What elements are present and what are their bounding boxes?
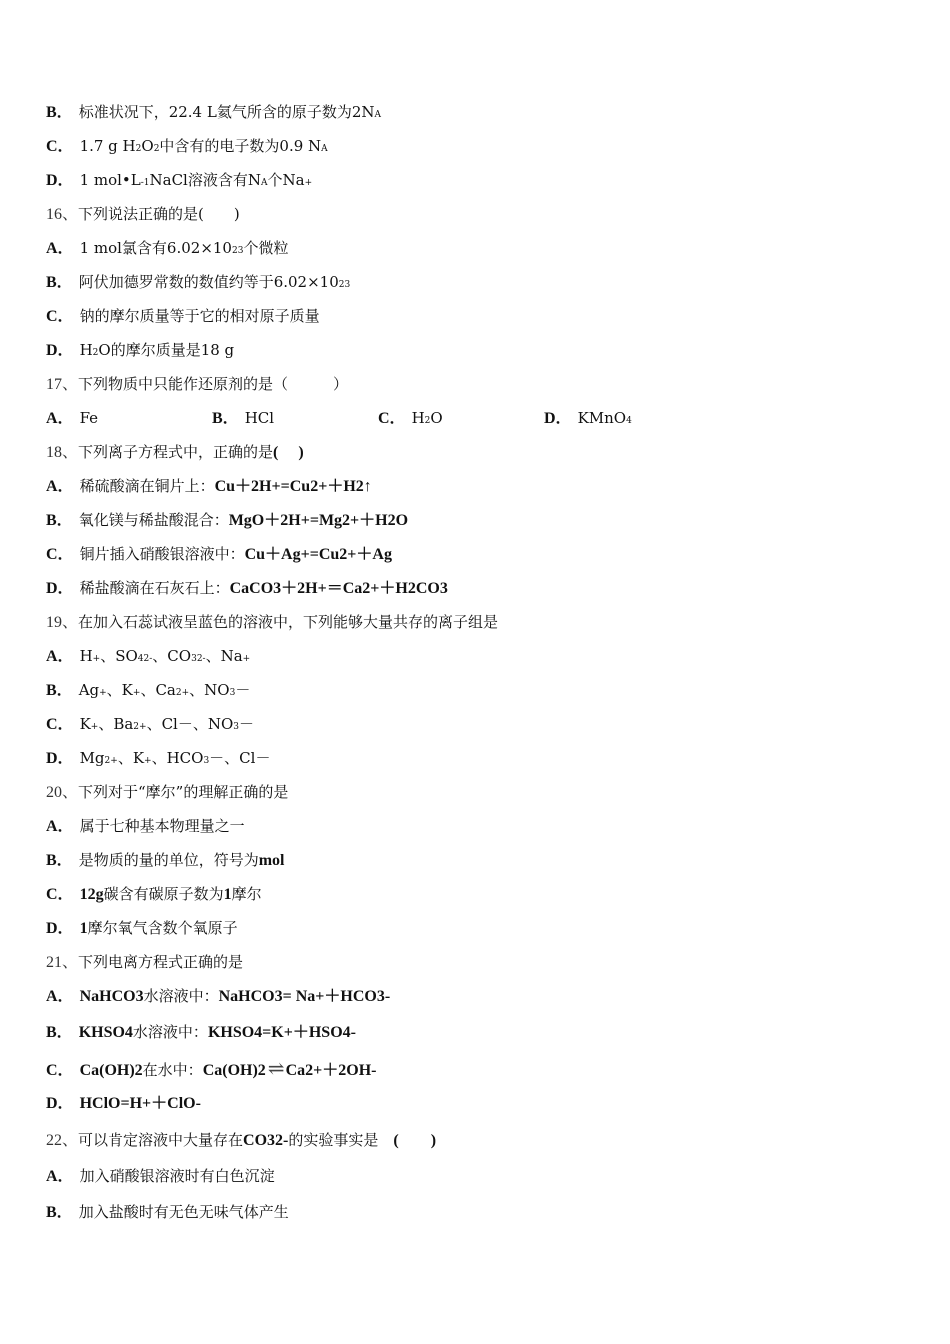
text-segment: CO bbox=[243, 1132, 268, 1149]
text-segment: KMnO bbox=[577, 409, 627, 427]
text-segment: 标准状况下，22.4 L氦气所含的原子数为2N bbox=[78, 103, 375, 121]
answer-option: C． Ca(OH) 2 在水中： Ca(OH) 2 ⇌ Ca 2+ ＋2OH - bbox=[46, 1056, 377, 1080]
text-segment: 1.7 g H bbox=[79, 137, 136, 155]
text-segment: ( ) bbox=[393, 1132, 437, 1149]
answer-option bbox=[212, 407, 378, 430]
answer-option: A． H + 、SO 4 2- 、CO 3 2- 、Na + bbox=[46, 645, 910, 679]
text-segment: mol bbox=[258, 852, 285, 869]
text-segment: Fe bbox=[79, 409, 99, 427]
answer-option: D． Mg 2+ 、K + 、HCO 3 －、Cl－ bbox=[46, 747, 910, 781]
text-segment: NaCl溶液含有N bbox=[149, 171, 261, 189]
text-segment: ↑ bbox=[363, 478, 372, 495]
text-segment: 、Cl－、NO bbox=[146, 715, 234, 733]
text-segment: 摩尔氧气含数个氧原子 bbox=[87, 919, 238, 937]
answer-option bbox=[46, 917, 910, 951]
text-segment: 个Na bbox=[267, 171, 305, 189]
answer-option: D． KMnO 4 bbox=[544, 407, 710, 430]
answer-option: D． 稀盐酸滴在石灰石上： CaCO 3 ＋2H + ＝Ca 2+ ＋H 2 CO 3 bbox=[46, 577, 910, 611]
text-segment: O bbox=[395, 512, 409, 529]
text-segment: = Na bbox=[282, 988, 316, 1005]
text-segment: =Mg bbox=[309, 512, 343, 529]
answer-option bbox=[46, 1165, 910, 1201]
text-segment: 的实验事实是 bbox=[288, 1131, 394, 1149]
text-segment: 稀盐酸滴在石灰石上： bbox=[79, 579, 230, 597]
option-label: A． bbox=[46, 410, 74, 427]
text-segment: 阿伏加德罗常数的数值约等于6.02×10 bbox=[78, 273, 339, 291]
option-label: D． bbox=[46, 1095, 74, 1112]
text-segment: HCl bbox=[244, 409, 275, 427]
text-segment: 碳含有碳原子数为 bbox=[103, 885, 224, 903]
answer-option bbox=[46, 815, 910, 849]
option-row bbox=[46, 407, 910, 441]
text-segment: ＋2OH bbox=[322, 1062, 372, 1079]
text-segment: O bbox=[430, 409, 443, 427]
question-stem bbox=[46, 951, 910, 985]
answer-option: B． KHSO 4 水溶液中： KHSO 4 =K + ＋HSO 4 - bbox=[46, 1021, 910, 1057]
text-segment: 下列离子方程式中，正确的是 bbox=[78, 443, 274, 461]
text-segment: 是物质的量的单位，符号为 bbox=[78, 851, 259, 869]
text-segment: H bbox=[411, 409, 425, 427]
text-segment: HClO=H bbox=[79, 1095, 143, 1112]
text-segment: 个微粒 bbox=[243, 239, 289, 257]
answer-option: B． Ag + 、K + 、Ca 2+ 、NO 3 － bbox=[46, 679, 910, 713]
answer-option bbox=[46, 883, 910, 917]
text-segment: Ca(OH) bbox=[202, 1062, 258, 1079]
text-segment: MgO＋2H bbox=[228, 512, 301, 529]
text-segment: 12g bbox=[79, 886, 104, 903]
question-number: 18、 bbox=[46, 444, 79, 461]
text-segment: ＋H bbox=[359, 512, 388, 529]
text-segment: 1 bbox=[79, 920, 88, 937]
text-segment: ＋H bbox=[379, 580, 408, 597]
answer-option: A． 稀硫酸滴在铜片上： Cu＋2H + =Cu 2+ ＋H 2 ↑ bbox=[46, 475, 910, 509]
option-label: C． bbox=[46, 546, 74, 563]
question-stem bbox=[46, 441, 910, 475]
text-segment: 1 mol•L bbox=[79, 171, 141, 189]
option-label: A． bbox=[46, 988, 74, 1005]
question-number: 17、 bbox=[46, 376, 79, 393]
text-segment: NaHCO bbox=[79, 988, 136, 1005]
text-segment: H bbox=[79, 341, 93, 359]
answer-option bbox=[46, 849, 910, 883]
option-label: D． bbox=[46, 750, 74, 767]
text-segment: 铜片插入硝酸银溶液中： bbox=[79, 545, 245, 563]
option-label: B． bbox=[46, 1024, 73, 1041]
text-segment: Ca bbox=[285, 1062, 306, 1079]
question-stem bbox=[46, 781, 910, 815]
question-stem: 22、 可以肯定溶液中大量存在 CO 3 2- 的实验事实是 ( ) bbox=[46, 1129, 910, 1165]
text-segment: ＋H bbox=[327, 478, 356, 495]
text-segment: 、Ba bbox=[98, 715, 134, 733]
option-label: D． bbox=[544, 410, 572, 427]
answer-option: D． HClO=H + ＋ClO - bbox=[46, 1093, 910, 1129]
question-stem bbox=[46, 203, 910, 237]
text-segment: 、K bbox=[117, 749, 145, 767]
option-label: A． bbox=[46, 478, 74, 495]
text-segment: NaHCO bbox=[218, 988, 275, 1005]
option-label: C． bbox=[378, 410, 406, 427]
text-segment: =Cu bbox=[309, 546, 340, 563]
answer-option: C． 铜片插入硝酸银溶液中： Cu＋Ag + =Cu 2+ ＋Ag bbox=[46, 543, 910, 577]
question-number: 16、 bbox=[46, 206, 79, 223]
option-label: B． bbox=[46, 274, 73, 291]
text-segment: 下列物质中只能作还原剂的是（ ） bbox=[78, 375, 349, 393]
text-segment: ＋HSO bbox=[292, 1024, 343, 1041]
answer-option bbox=[46, 1201, 910, 1237]
option-label: B． bbox=[46, 1204, 73, 1221]
text-segment: Ag bbox=[78, 681, 100, 699]
text-segment: CO bbox=[415, 580, 440, 597]
answer-option: A． 1 mol氯含有6.02×10 23 个微粒 bbox=[46, 237, 910, 271]
text-segment: Ca(OH) bbox=[79, 1062, 135, 1079]
text-segment: Cu＋2H bbox=[214, 478, 272, 495]
question-stem bbox=[46, 373, 910, 407]
text-segment: 下列对于“摩尔”的理解正确的是 bbox=[78, 783, 289, 801]
text-segment: O bbox=[141, 137, 154, 155]
text-segment: 中含有的电子数为0.9 N bbox=[159, 137, 322, 155]
question-number: 21、 bbox=[46, 954, 79, 971]
question-number: 20、 bbox=[46, 784, 79, 801]
option-label: D． bbox=[46, 920, 74, 937]
text-segment: K bbox=[79, 715, 91, 733]
exam-document bbox=[46, 101, 910, 1237]
question-stem bbox=[46, 611, 910, 645]
text-segment: 1 mol氯含有6.02×10 bbox=[79, 239, 232, 257]
text-segment: 、HCO bbox=[151, 749, 204, 767]
text-segment: 水溶液中： bbox=[132, 1023, 208, 1041]
option-label: B． bbox=[46, 512, 73, 529]
text-segment: KHSO bbox=[207, 1024, 255, 1041]
text-segment: ＋Ag bbox=[356, 546, 392, 563]
text-segment: 可以肯定溶液中大量存在 bbox=[78, 1131, 244, 1149]
text-segment: 氧化镁与稀盐酸混合： bbox=[78, 511, 229, 529]
answer-option: C． K + 、Ba 2+ 、Cl－、NO 3 － bbox=[46, 713, 910, 747]
text-segment: O的摩尔质量是18 g bbox=[98, 341, 235, 359]
question-number: 22、 bbox=[46, 1132, 79, 1149]
text-segment: 下列说法正确的是( ) bbox=[78, 205, 240, 223]
text-segment: 摩尔 bbox=[231, 885, 262, 903]
option-label: D． bbox=[46, 342, 74, 359]
text-segment: Mg bbox=[79, 749, 105, 767]
answer-option: B． 标准状况下，22.4 L氦气所含的原子数为2N A bbox=[46, 101, 910, 135]
text-segment: 、NO bbox=[189, 681, 230, 699]
text-segment: 下列电离方程式正确的是 bbox=[78, 953, 244, 971]
text-segment: 属于七种基本物理量之一 bbox=[79, 817, 245, 835]
text-segment: － bbox=[239, 715, 255, 733]
answer-option: D． 1 mol•L -1 NaCl溶液含有N A 个Na + bbox=[46, 169, 910, 203]
answer-option bbox=[46, 305, 910, 339]
answer-option bbox=[46, 407, 212, 430]
text-segment: 水溶液中： bbox=[143, 987, 219, 1005]
option-label: D． bbox=[46, 172, 74, 189]
text-segment: －、Cl－ bbox=[209, 749, 271, 767]
text-segment: 在水中： bbox=[142, 1061, 203, 1079]
text-segment: =Cu bbox=[280, 478, 311, 495]
equilibrium-arrow-icon: ⇌ bbox=[267, 1056, 284, 1080]
option-label: A． bbox=[46, 818, 74, 835]
option-label: A． bbox=[46, 240, 74, 257]
option-label: C． bbox=[46, 138, 74, 155]
text-segment: 加入盐酸时有无色无味气体产生 bbox=[78, 1203, 289, 1221]
answer-option: B． 阿伏加德罗常数的数值约等于6.02×10 23 bbox=[46, 271, 910, 305]
text-segment: =K bbox=[262, 1024, 284, 1041]
option-label: A． bbox=[46, 1168, 74, 1185]
text-segment: 稀硫酸滴在铜片上： bbox=[79, 477, 215, 495]
option-label: B． bbox=[46, 682, 73, 699]
option-label: B． bbox=[212, 410, 239, 427]
option-label: A． bbox=[46, 648, 74, 665]
text-segment: 、K bbox=[106, 681, 133, 699]
text-segment: ＋ClO bbox=[151, 1095, 196, 1112]
option-label: B． bbox=[46, 852, 73, 869]
option-label: C． bbox=[46, 716, 74, 733]
option-label: C． bbox=[46, 308, 74, 325]
answer-option: C． 1.7 g H 2 O 2 中含有的电子数为0.9 N A bbox=[46, 135, 910, 169]
text-segment: CaCO bbox=[229, 580, 274, 597]
text-segment: ＋2H bbox=[281, 580, 318, 597]
question-number: 19、 bbox=[46, 614, 79, 631]
answer-option: D． H 2 O的摩尔质量是18 g bbox=[46, 339, 910, 373]
text-segment: KHSO bbox=[78, 1024, 125, 1041]
text-segment: ＋HCO bbox=[324, 988, 377, 1005]
text-segment: ( ) bbox=[273, 444, 304, 461]
text-segment: 钠的摩尔质量等于它的相对原子质量 bbox=[79, 307, 320, 325]
option-label: D． bbox=[46, 580, 74, 597]
option-label: C． bbox=[46, 1062, 74, 1079]
answer-option: A． NaHCO 3 水溶液中： NaHCO 3 = Na + ＋HCO 3 - bbox=[46, 985, 910, 1021]
text-segment: 、SO bbox=[100, 647, 138, 665]
option-label: B． bbox=[46, 104, 73, 121]
answer-option: B． 氧化镁与稀盐酸混合： MgO＋2H + =Mg 2+ ＋H 2 O bbox=[46, 509, 910, 543]
text-segment: 加入硝酸银溶液时有白色沉淀 bbox=[79, 1167, 275, 1185]
text-segment: Cu＋Ag bbox=[244, 546, 301, 563]
text-segment: － bbox=[235, 681, 251, 699]
answer-option: C． H 2 O bbox=[378, 407, 544, 430]
text-segment: 1 bbox=[223, 886, 232, 903]
text-segment: 在加入石蕊试液呈蓝色的溶液中，下列能够大量共存的离子组是 bbox=[78, 613, 499, 631]
text-segment: 、Na bbox=[205, 647, 243, 665]
text-segment: ＝Ca bbox=[326, 580, 363, 597]
option-label: C． bbox=[46, 886, 74, 903]
text-segment: 、Ca bbox=[140, 681, 176, 699]
text-segment: H bbox=[79, 647, 93, 665]
text-segment: 、CO bbox=[152, 647, 192, 665]
